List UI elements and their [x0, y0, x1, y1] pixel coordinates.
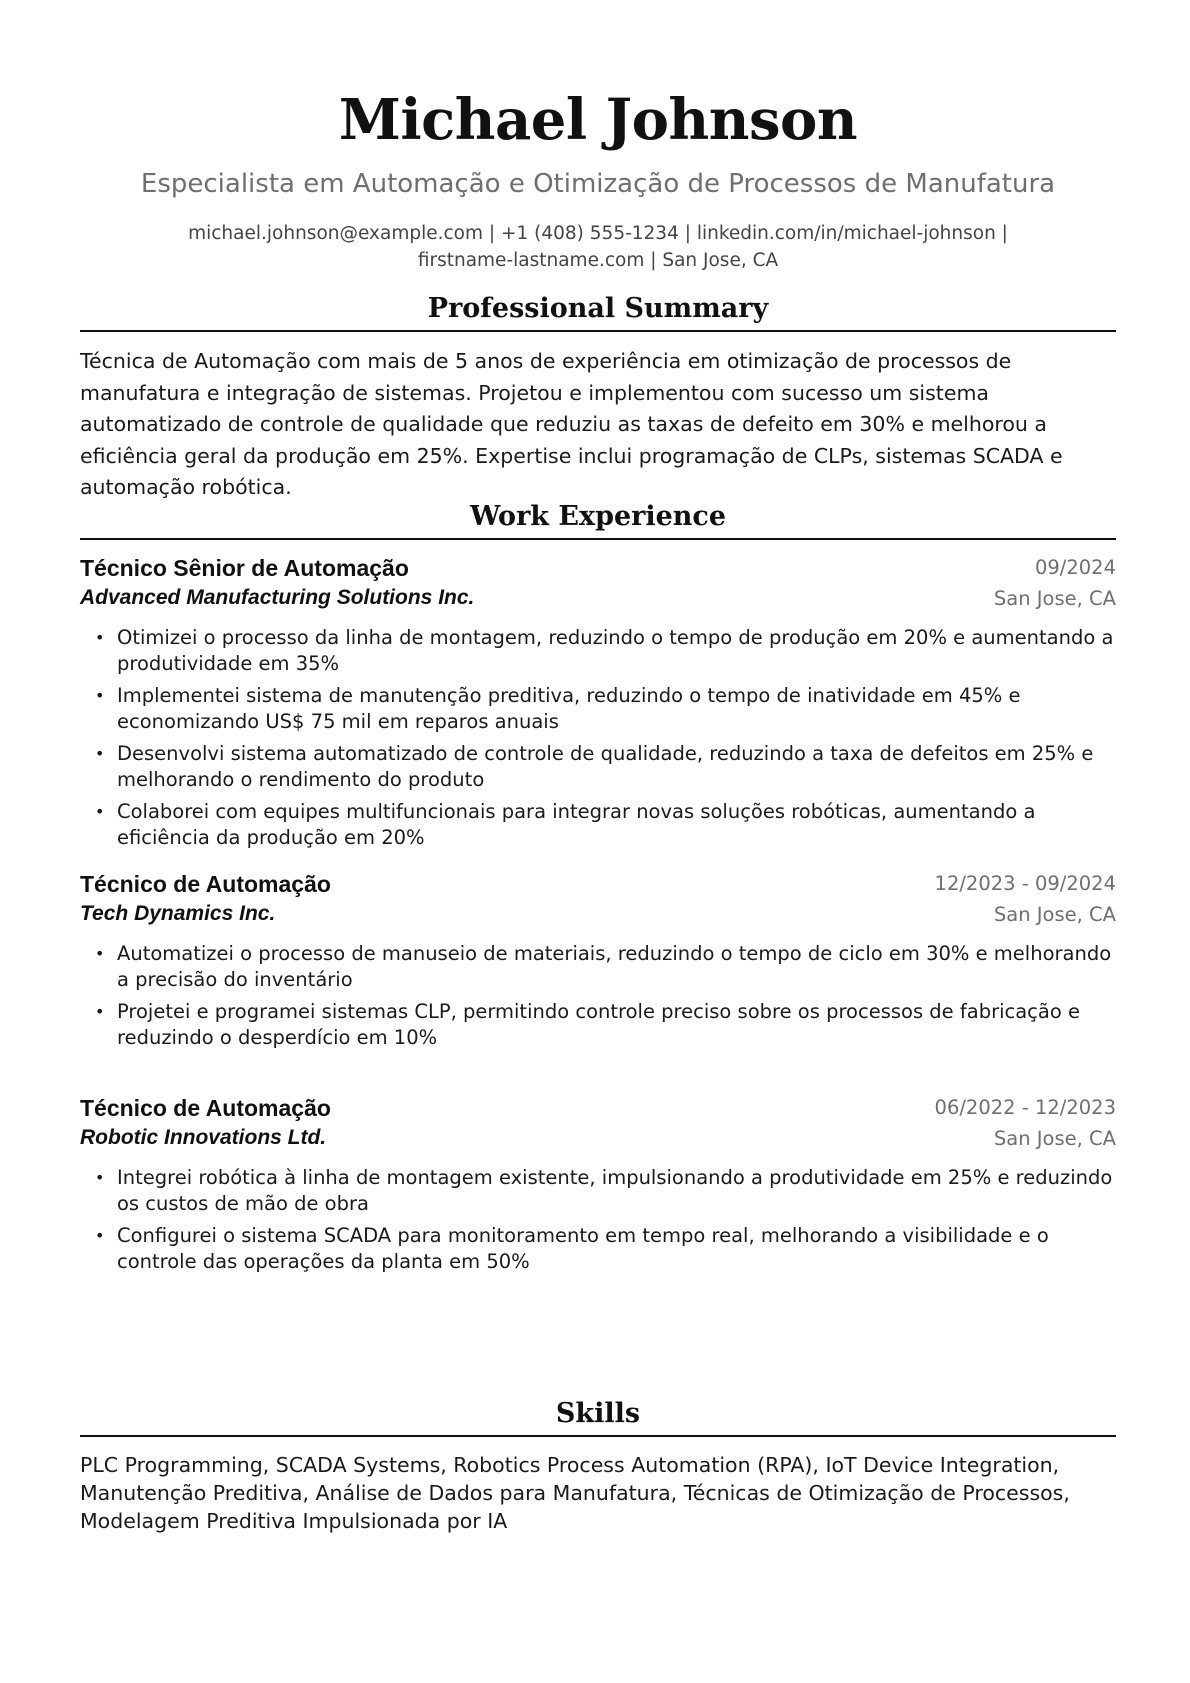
experience-divider: [80, 538, 1116, 540]
job-header: [80, 869, 1116, 931]
summary-section-title: Professional Summary: [427, 293, 769, 324]
candidate-headline: Especialista em Automação e Otimização de Processos de Manufatura: [140, 169, 1056, 199]
job-location: San Jose, CA: [993, 1127, 1116, 1150]
job-entry: [80, 869, 1116, 1057]
contact-info: [80, 220, 1116, 274]
list-item: • Colaborei com equipes multifuncionais para integrar novas soluções robóticas, aumentando a eficiência da produção em 20%: [95, 800, 1036, 849]
candidate-name: Michael Johnson: [338, 87, 858, 153]
skills-text: PLC Programming, SCADA Systems, Robotics Process Automation (RPA), IoT Device Integration, Manutenção Preditiva, Análise de Dados para Manufatura, Técnicas de Otimização de Processos, Modelagem Preditiva Impulsionada por IA: [80, 1453, 1070, 1533]
job-company: Advanced Manufacturing Solutions Inc.: [80, 586, 475, 609]
contact-line-2: firstname-lastname.com | San Jose, CA: [417, 250, 779, 271]
job-header: [80, 553, 1116, 615]
job-bullets: [80, 625, 1116, 851]
job-date: 06/2022 - 12/2023: [934, 1096, 1116, 1119]
bullet-icon: •: [95, 1226, 105, 1245]
bullet-icon: •: [95, 628, 105, 647]
list-item: • Desenvolvi sistema automatizado de controle de qualidade, reduzindo a taxa de defeitos em 25% e melhorando o rendimento do produto: [95, 742, 1094, 791]
experience-section-title: Work Experience: [469, 501, 727, 532]
job-location: San Jose, CA: [993, 587, 1116, 610]
list-item: • Automatizei o processo de manuseio de materiais, reduzindo o tempo de ciclo em 30% e melhorando a precisão do inventário: [95, 942, 1112, 991]
bullet-icon: •: [95, 686, 105, 705]
job-date: 09/2024: [1034, 556, 1116, 579]
job-title: Técnico de Automação: [80, 1095, 331, 1121]
contact-line-1: michael.johnson@example.com | +1 (408) 555-1234 | linkedin.com/in/michael-johnson |: [188, 223, 1008, 244]
list-item: • Otimizei o processo da linha de montagem, reduzindo o tempo de produção em 20% e aumentando a produtividade em 35%: [95, 626, 1114, 675]
job-company: Tech Dynamics Inc.: [80, 902, 276, 925]
summary-divider: [80, 330, 1116, 332]
job-entry: [80, 1093, 1116, 1281]
job-header: [80, 1093, 1116, 1155]
job-title: Técnico de Automação: [80, 871, 331, 897]
skills-section-title: Skills: [555, 1398, 641, 1429]
bullet-icon: •: [95, 944, 105, 963]
job-location: San Jose, CA: [993, 903, 1116, 926]
job-entry: [80, 553, 1116, 857]
job-title: Técnico Sênior de Automação: [80, 555, 409, 581]
summary-text: Técnica de Automação com mais de 5 anos de experiência em otimização de processos de manufatura e integração de sistemas. Projetou e implementou com sucesso um sistema automatizado de controle de qualidade que reduziu as taxas de defeito em 30% e melhorou a eficiência geral da produção em 25%. Expertise inclui programação de CLPs, sistemas SCADA e automação robótica.: [80, 349, 1063, 499]
list-item: • Configurei o sistema SCADA para monitoramento em tempo real, melhorando a visibilidade e o controle das operações da planta em 50%: [95, 1224, 1049, 1273]
bullet-icon: •: [95, 802, 105, 821]
list-item: • Projetei e programei sistemas CLP, permitindo controle preciso sobre os processos de fabricação e reduzindo o desperdício em 10%: [95, 1000, 1080, 1049]
bullet-icon: •: [95, 1168, 105, 1187]
bullet-icon: •: [95, 1002, 105, 1021]
skills-divider: [80, 1435, 1116, 1437]
list-item: • Integrei robótica à linha de montagem existente, impulsionando a produtividade em 25% e reduzindo os custos de mão de obra: [95, 1166, 1113, 1215]
job-company: Robotic Innovations Ltd.: [80, 1126, 327, 1149]
job-date: 12/2023 - 09/2024: [934, 872, 1116, 895]
bullet-icon: •: [95, 744, 105, 763]
list-item: • Implementei sistema de manutenção preditiva, reduzindo o tempo de inatividade em 45% e economizando US$ 75 mil em reparos anuais: [95, 684, 1021, 733]
job-bullets: [80, 1165, 1116, 1275]
job-bullets: [80, 941, 1116, 1051]
